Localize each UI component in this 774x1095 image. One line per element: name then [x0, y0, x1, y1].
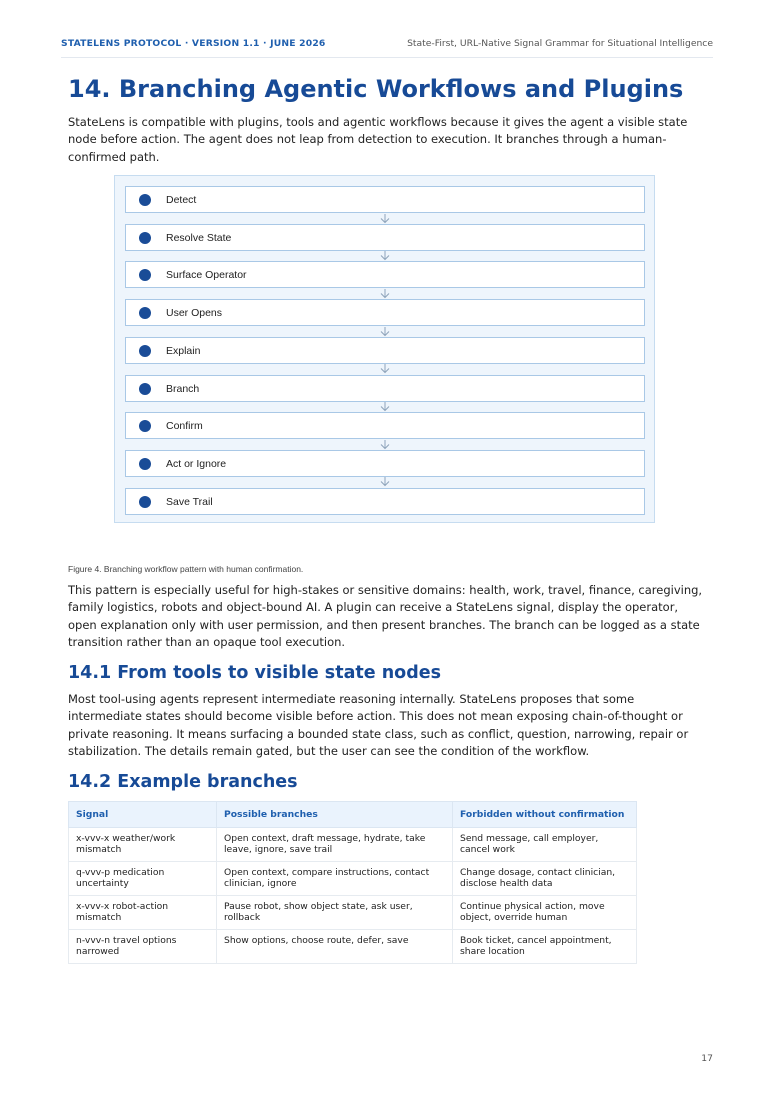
step-bullet-icon [139, 420, 151, 432]
workflow-step-label: Act or Ignore [166, 457, 227, 470]
arrow-down-icon [377, 439, 393, 450]
figure-caption: Figure 4. Branching workflow pattern with human confirmation. [68, 564, 304, 574]
workflow-step-label: Surface Operator [166, 269, 247, 282]
table-cell: Book ticket, cancel appointment, share location [453, 929, 637, 963]
table-cell: Pause robot, show object state, ask user, rollback [217, 895, 453, 929]
workflow-step [125, 412, 645, 439]
page-number: 17 [701, 1053, 713, 1064]
workflow-step-label: Save Trail [166, 495, 213, 508]
table-row [69, 929, 637, 963]
table-row [69, 861, 637, 895]
table-cell: q-vvv-p medication uncertainty [69, 861, 217, 895]
workflow-step [125, 450, 645, 477]
step-bullet-icon [139, 345, 151, 357]
header-document-title: State-First, URL-Native Signal Grammar for Situational Intelligence [407, 38, 713, 49]
workflow-step [125, 299, 645, 326]
tools-paragraph: Most tool-using agents represent intermediate reasoning internally. StateLens proposes that some intermediate states should become visible before action. This does not mean exposing chain-of-thought or private reasoning. It means surfacing a bounded state class, such as conflict, question, narrowing, repair or stabilization. The details remain gated, but the user can see the condition of the workflow. [68, 692, 689, 759]
intro-paragraph: StateLens is compatible with plugins, tools and agentic workflows because it gives the agent a visible state node before action. The agent does not leap from detection to execution. It branches through a human-confirmed path. [68, 115, 688, 164]
arrow-down-icon [377, 363, 393, 374]
subsection-heading-branches: 14.2 Example branches [68, 772, 298, 792]
workflow-step-label: User Opens [166, 307, 223, 320]
table-cell: x-vvv-x robot-action mismatch [69, 895, 217, 929]
workflow-step [125, 224, 645, 251]
table-cell: Send message, call employer, cancel work [453, 827, 637, 861]
header-protocol-label: STATELENS PROTOCOL · VERSION 1.1 · JUNE 2026 [61, 38, 326, 49]
arrow-down-icon [377, 213, 393, 224]
table-cell: Change dosage, contact clinician, disclose health data [453, 861, 637, 895]
arrow-down-icon [377, 250, 393, 261]
column-header: Forbidden without confirmation [453, 802, 637, 828]
table-cell: x-vvv-x weather/work mismatch [69, 827, 217, 861]
step-bullet-icon [139, 383, 151, 395]
workflow-diagram [114, 175, 655, 523]
step-bullet-icon [139, 307, 151, 319]
arrow-down-icon [377, 326, 393, 337]
table-cell: n-vvv-n travel options narrowed [69, 929, 217, 963]
branches-table [68, 801, 637, 964]
workflow-step-label: Resolve State [166, 231, 232, 244]
table-cell: Continue physical action, move object, override human [453, 895, 637, 929]
table-cell: Open context, compare instructions, contact clinician, ignore [217, 861, 453, 895]
workflow-step-label: Detect [166, 194, 197, 206]
step-bullet-icon [139, 496, 151, 508]
page-header [61, 37, 713, 58]
step-bullet-icon [139, 194, 151, 206]
workflow-step [125, 337, 645, 364]
subsection-heading-tools: 14.1 From tools to visible state nodes [68, 663, 442, 683]
table-row [69, 895, 637, 929]
arrow-down-icon [377, 401, 393, 412]
step-bullet-icon [139, 458, 151, 470]
step-bullet-icon [139, 269, 151, 281]
table-cell: Open context, draft message, hydrate, take leave, ignore, save trail [217, 827, 453, 861]
table-header-row [69, 802, 637, 828]
pattern-paragraph: This pattern is especially useful for high-stakes or sensitive domains: health, work, travel, finance, caregiving, family logistics, robots and object-bound AI. A plugin can receive a StateLens signal, display the operator, open explanation only with user permission, and then present branches. The branch can be logged as a state transition rather than an opaque tool execution. [68, 583, 703, 650]
workflow-step [125, 375, 645, 402]
column-header: Signal [69, 802, 217, 828]
section-title: 14. Branching Agentic Workflows and Plugins [68, 75, 684, 103]
workflow-step [125, 261, 645, 288]
column-header: Possible branches [217, 802, 453, 828]
arrow-down-icon [377, 476, 393, 487]
workflow-step-label: Confirm [166, 420, 203, 433]
step-bullet-icon [139, 232, 151, 244]
workflow-step-label: Explain [166, 344, 201, 357]
workflow-step [125, 186, 645, 213]
table-row [69, 827, 637, 861]
workflow-step [125, 488, 645, 515]
workflow-step-label: Branch [166, 382, 200, 395]
table-cell: Show options, choose route, defer, save [217, 929, 453, 963]
arrow-down-icon [377, 288, 393, 299]
